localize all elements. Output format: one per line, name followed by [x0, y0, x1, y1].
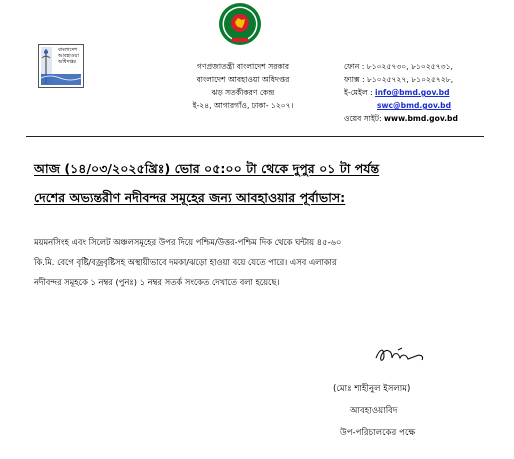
contact-block [344, 60, 458, 125]
org-line: ই-২৪, আগারগাঁও, ঢাকা- ১২০৭। [192, 101, 294, 110]
signatory-name: (মোঃ শাহীনুল ইসলাম) [333, 384, 411, 394]
email-label: ই-মেইল : [344, 88, 373, 97]
web-row [344, 112, 458, 125]
org-header [168, 60, 318, 112]
org-line: বাংলাদেশ আবহাওয়া অধিদপ্তর [196, 75, 290, 84]
logo-text [58, 47, 79, 65]
fax-label: ফ্যাক্স : [344, 75, 365, 84]
signature-icon [372, 344, 428, 366]
phone-value: ৮১০২৫৭৩০, ৮১০২৫৭৩১, [366, 62, 453, 71]
email-row-2 [344, 99, 458, 112]
fax-row [344, 73, 458, 86]
web-label: ওয়েব সাইট: [344, 114, 382, 123]
forecast-body-line: ময়মনসিংহ এবং সিলেট অঞ্চলসমূহের উপর দিয়ে পশ্চিম/উত্তর-পশ্চিম দিক থেকে ঘন্টায় ৪৫-৬০ [34, 237, 342, 247]
email-link-1[interactable]: info@bmd.gov.bd [375, 88, 450, 97]
phone-row [344, 60, 458, 73]
forecast-body-line: কি.মি. বেগে বৃষ্টি/বজ্রবৃষ্টিসহ অস্থায়ীভাবে দমকা/ঝড়ো হাওয়া বয়ে যেতে পারে। এসব এলাকার [34, 257, 337, 267]
logo-text-line: বাংলাদেশ [58, 47, 78, 53]
web-link[interactable]: www.bmd.gov.bd [384, 114, 458, 123]
government-seal-icon [218, 2, 262, 46]
forecast-body-line: নদীবন্দর সমূহকে ১ নম্বর (পুনঃ) ১ নম্বর সতর্ক সংকেত দেখাতে বলা হয়েছে। [34, 277, 280, 287]
org-line: গণপ্রজাতন্ত্রী বাংলাদেশ সরকার [196, 62, 290, 71]
fax-value: ৮১০২৫৭২৭, ৮১০২৫৭২৮, [366, 75, 454, 84]
email-row [344, 86, 458, 99]
logo-text-line: আবহাওয়া [58, 53, 79, 59]
org-line: ঝড় সতর্কীকরণ কেন্দ্র [211, 88, 275, 97]
forecast-title-line-1: আজ (১৪/০৩/২০২৫খ্রিঃ) ভোর ০৫:০০ টা থেকে দুপুর ০১ টা পর্যন্ত [34, 161, 380, 176]
header-divider [26, 136, 484, 137]
signatory-on-behalf: উপ-পরিচালকের পক্ষে [340, 428, 416, 438]
logo-text-line: অধিদপ্তর [58, 59, 77, 65]
signatory-designation: আবহাওয়াবিদ [350, 406, 398, 416]
forecast-title-line-2: দেশের অভ্যন্তরীণ নদীবন্দর সমূহের জন্য আবহাওয়ার পূর্বাভাস: [34, 190, 346, 205]
phone-label: ফোন : [344, 62, 365, 71]
email-link-2[interactable]: swc@bmd.gov.bd [377, 101, 452, 110]
